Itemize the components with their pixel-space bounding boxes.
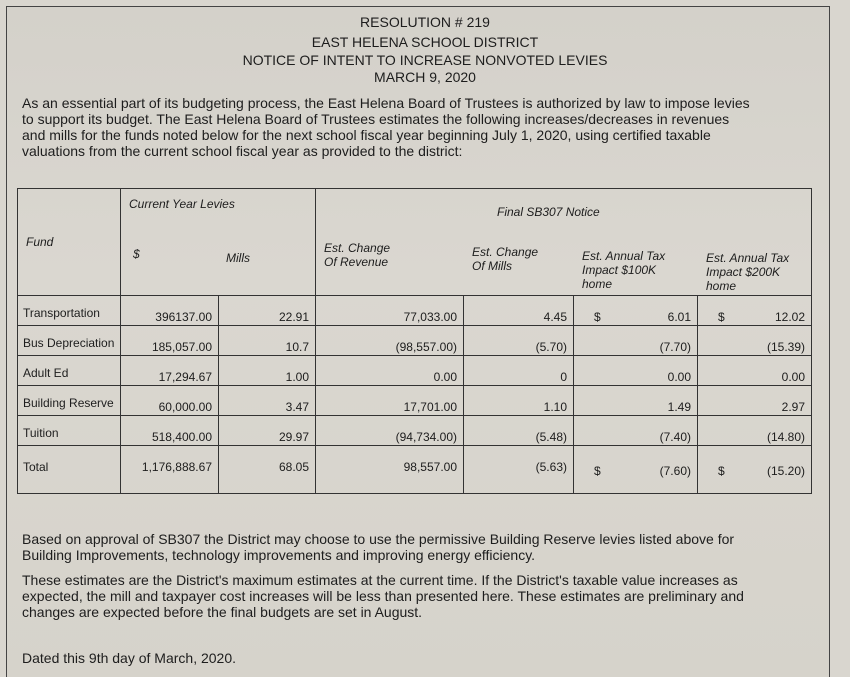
- revenue-change-cell: [316, 356, 464, 386]
- mills-cell: [219, 296, 316, 326]
- mills-cell: [219, 356, 316, 386]
- fund-name: Tuition: [23, 426, 59, 440]
- notice-title: NOTICE OF INTENT TO INCREASE NONVOTED LEVIES: [242, 52, 608, 68]
- impact-200k-cell: [698, 446, 812, 494]
- est-change-revenue-header: Est. Change Of Revenue: [324, 241, 391, 269]
- impact-200k-cell: [698, 416, 812, 446]
- paragraph-line: expected, the mill and taxpayer cost increases will be less than presented here. These estimates are preliminary and: [22, 588, 744, 604]
- impact-200k: (15.20): [766, 464, 805, 478]
- impact-100k: (7.60): [659, 464, 691, 478]
- dollars-cell: [121, 326, 219, 356]
- current-levies-header-cell: [121, 189, 316, 296]
- mills-change-cell: [464, 416, 574, 446]
- current-dollars: 1,176,888.67: [141, 460, 212, 474]
- district-name: EAST HELENA SCHOOL DISTRICT: [311, 34, 539, 50]
- impact-100k: 0.00: [667, 370, 691, 384]
- table-row: [18, 416, 812, 446]
- dated-line: Dated this 9th day of March, 2020.: [22, 650, 237, 666]
- impact-100k-cell: [574, 356, 698, 386]
- impact-200k-cell: [698, 356, 812, 386]
- current-mills: 3.47: [285, 400, 309, 414]
- impact-200k: 0.00: [781, 370, 805, 384]
- current-year-levies-header: Current Year Levies: [129, 197, 235, 211]
- final-notice-header-cell: [316, 189, 812, 296]
- dollar-sign: $: [718, 310, 725, 324]
- fund-name: Adult Ed: [23, 366, 69, 380]
- impact-100k-cell: [574, 386, 698, 416]
- impact-100k: 6.01: [667, 310, 691, 324]
- mills-cell: [219, 386, 316, 416]
- dollar-sign: $: [594, 310, 601, 324]
- current-dollars: 185,057.00: [151, 340, 212, 354]
- dollar-sign: $: [594, 464, 601, 478]
- fund-column-header: Fund: [26, 235, 54, 249]
- paragraph-line: Building Improvements, technology improvements and improving energy efficiency.: [22, 547, 536, 563]
- fund-cell: [18, 296, 121, 326]
- current-mills: 10.7: [285, 340, 309, 354]
- impact-200k: 12.02: [774, 310, 805, 324]
- table-row: [18, 296, 812, 326]
- table-row: [18, 386, 812, 416]
- impact-200k-cell: [698, 296, 812, 326]
- table-header-row: [18, 189, 812, 296]
- current-mills: 29.97: [278, 430, 309, 444]
- dollar-column-header: $: [133, 247, 140, 261]
- paragraph-line: These estimates are the District's maximum estimates at the current time. If the District's taxable value increases as: [22, 572, 738, 588]
- paragraph-line: changes are expected before the final budgets are set in August.: [22, 604, 423, 620]
- fund-cell: [18, 416, 121, 446]
- fund-cell: [18, 356, 121, 386]
- intro-line: As an essential part of its budgeting process, the East Helena Board of Trustees is authorized by law to impose levies: [22, 95, 750, 111]
- impact-100k: 1.49: [667, 400, 691, 414]
- mills-change: (5.70): [535, 340, 567, 354]
- dollars-cell: [121, 446, 219, 494]
- revenue-change-cell: [316, 416, 464, 446]
- impact-100k: (7.40): [659, 430, 691, 444]
- table-row: [18, 326, 812, 356]
- fund-name: Total: [23, 460, 49, 474]
- dollar-sign: $: [718, 464, 725, 478]
- mills-change: (5.48): [535, 430, 567, 444]
- mills-change: 4.45: [543, 310, 567, 324]
- mills-column-header: Mills: [226, 251, 250, 265]
- paragraph-line: Based on approval of SB307 the District may choose to use the permissive Building Reserve levies listed above for: [22, 531, 735, 547]
- current-dollars: 60,000.00: [158, 400, 212, 414]
- mills-change-cell: [464, 356, 574, 386]
- current-dollars: 396137.00: [155, 310, 212, 324]
- est-change-mills-header: Est. Change Of Mills: [472, 245, 539, 273]
- table-row: [18, 356, 812, 386]
- dollars-cell: [121, 416, 219, 446]
- impact-200k-cell: [698, 326, 812, 356]
- intro-line: to support its budget. The East Helena Board of Trustees estimates the following increases/decreases in revenues: [22, 111, 730, 127]
- current-mills: 1.00: [285, 370, 309, 384]
- final-sb307-notice-header: Final SB307 Notice: [497, 205, 600, 219]
- revenue-change: 77,033.00: [403, 310, 457, 324]
- fund-cell: [18, 326, 121, 356]
- revenue-change-cell: [316, 326, 464, 356]
- mills-change: (5.63): [535, 460, 567, 474]
- dollars-cell: [121, 386, 219, 416]
- revenue-change: 0.00: [433, 370, 457, 384]
- mills-change-cell: [464, 326, 574, 356]
- fund-cell: [18, 386, 121, 416]
- current-dollars: 17,294.67: [158, 370, 212, 384]
- tax-impact-100k-header: Est. Annual Tax Impact $100K home: [582, 249, 666, 291]
- fund-header-cell: [18, 189, 121, 296]
- revenue-change-cell: [316, 296, 464, 326]
- fund-name: Building Reserve: [23, 396, 114, 410]
- intro-paragraph: [22, 95, 750, 159]
- fund-cell: [18, 446, 121, 494]
- current-mills: 22.91: [278, 310, 309, 324]
- revenue-change: 17,701.00: [403, 400, 457, 414]
- resolution-number: RESOLUTION # 219: [360, 14, 490, 30]
- mills-change-cell: [464, 446, 574, 494]
- fund-name: Transportation: [23, 306, 100, 320]
- intro-line: and mills for the funds noted below for the next school fiscal year beginning July 1, 2020, using certified taxable: [22, 127, 711, 143]
- dollars-cell: [121, 296, 219, 326]
- impact-100k-cell: [574, 416, 698, 446]
- intro-line: valuations from the current school fiscal year as provided to the district:: [22, 143, 463, 159]
- revenue-change-cell: [316, 386, 464, 416]
- revenue-change: (94,734.00): [395, 430, 457, 444]
- mills-cell: [219, 446, 316, 494]
- building-reserve-paragraph: [22, 531, 734, 563]
- impact-200k-cell: [698, 386, 812, 416]
- total-row: [18, 446, 812, 494]
- impact-200k: (15.39): [766, 340, 805, 354]
- mills-change: 1.10: [543, 400, 567, 414]
- impact-200k: (14.80): [766, 430, 805, 444]
- impact-100k: (7.70): [659, 340, 691, 354]
- dollars-cell: [121, 356, 219, 386]
- revenue-change: 98,557.00: [403, 460, 457, 474]
- revenue-change-cell: [316, 446, 464, 494]
- impact-200k: 2.97: [781, 400, 805, 414]
- levy-table: [17, 188, 812, 494]
- tax-impact-200k-header: Est. Annual Tax Impact $200K home: [706, 251, 790, 293]
- mills-cell: [219, 326, 316, 356]
- impact-100k-cell: [574, 296, 698, 326]
- impact-100k-cell: [574, 446, 698, 494]
- current-mills: 68.05: [278, 460, 309, 474]
- mills-change-cell: [464, 296, 574, 326]
- current-dollars: 518,400.00: [151, 430, 212, 444]
- impact-100k-cell: [574, 326, 698, 356]
- mills-change-cell: [464, 386, 574, 416]
- notice-date: MARCH 9, 2020: [374, 69, 476, 85]
- mills-cell: [219, 416, 316, 446]
- revenue-change: (98,557.00): [395, 340, 457, 354]
- estimates-paragraph: [22, 572, 744, 620]
- fund-name: Bus Depreciation: [23, 336, 115, 350]
- mills-change: 0: [560, 370, 567, 384]
